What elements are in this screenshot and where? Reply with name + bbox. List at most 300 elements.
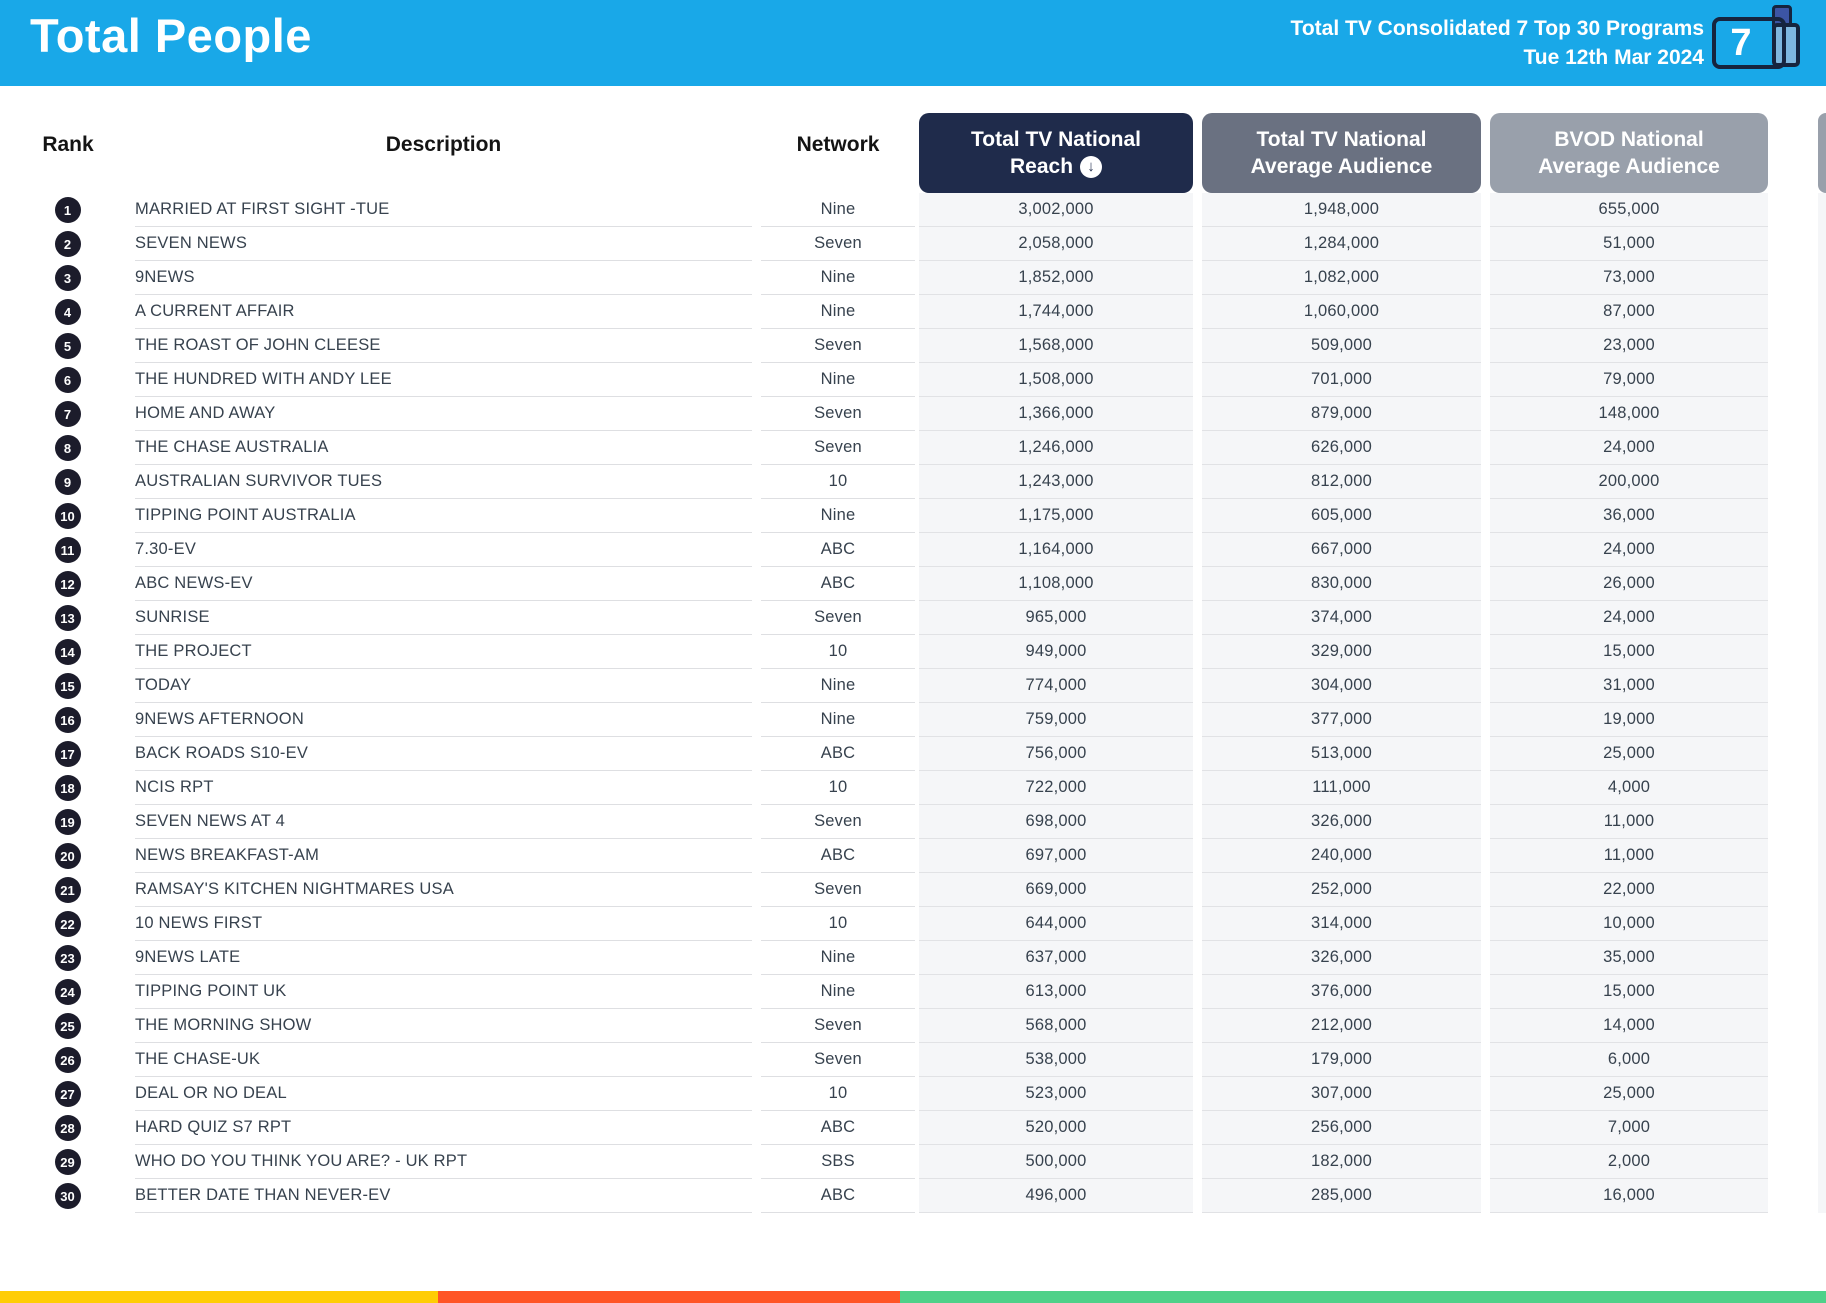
network-name: Seven xyxy=(814,608,862,626)
avg-audience-value: 256,000 xyxy=(1310,1118,1373,1136)
rank-badge: 26 xyxy=(55,1047,81,1073)
column-gap xyxy=(1481,941,1490,975)
rank-cell xyxy=(0,1077,135,1111)
rank-cell xyxy=(0,431,135,465)
column-gap xyxy=(1193,975,1202,1009)
reach-value: 1,243,000 xyxy=(1018,472,1094,490)
column-gap xyxy=(1193,567,1202,601)
bvod-audience-value: 10,000 xyxy=(1603,914,1655,932)
program-title: 9NEWS xyxy=(135,268,195,286)
avg-audience-value: 179,000 xyxy=(1310,1050,1373,1068)
green-segment xyxy=(900,1291,1826,1303)
column-gap xyxy=(1481,1111,1490,1145)
reach-value: 496,000 xyxy=(1025,1186,1087,1204)
report-date: Tue 12th Mar 2024 xyxy=(1523,46,1704,69)
avg-audience-value: 182,000 xyxy=(1310,1152,1373,1170)
column-gap xyxy=(1481,465,1490,499)
column-gap xyxy=(1193,737,1202,771)
network-name: Nine xyxy=(820,200,856,218)
column-header-total-tv-avg-audience[interactable] xyxy=(1202,113,1481,193)
avg-audience-cell xyxy=(1202,567,1481,601)
reach-cell xyxy=(919,941,1193,975)
rank-cell xyxy=(0,533,135,567)
bvod-audience-cell xyxy=(1490,703,1768,737)
column-gap xyxy=(1481,431,1490,465)
bvod-audience-cell xyxy=(1490,805,1768,839)
table-row xyxy=(0,363,1826,397)
network-name: Seven xyxy=(814,1050,862,1068)
column-gap xyxy=(752,1043,761,1077)
network-cell xyxy=(761,1077,915,1111)
table-row xyxy=(0,567,1826,601)
bvod-audience-cell xyxy=(1490,635,1768,669)
bvod-audience-cell xyxy=(1490,465,1768,499)
bvod-audience-value: 51,000 xyxy=(1603,234,1655,252)
column-gap xyxy=(752,839,761,873)
network-cell xyxy=(761,805,915,839)
column-gap xyxy=(1193,805,1202,839)
bvod-audience-cell xyxy=(1490,907,1768,941)
network-cell xyxy=(761,363,915,397)
rank-cell xyxy=(0,1179,135,1213)
column-gap xyxy=(1481,227,1490,261)
reach-cell xyxy=(919,1179,1193,1213)
avg-audience-cell xyxy=(1202,635,1481,669)
description-cell xyxy=(135,941,752,975)
bvod-audience-cell xyxy=(1490,397,1768,431)
avg-audience-value: 1,948,000 xyxy=(1303,200,1380,218)
reach-cell xyxy=(919,1111,1193,1145)
reach-cell xyxy=(919,1145,1193,1179)
rank-badge: 28 xyxy=(55,1115,81,1141)
network-name: Seven xyxy=(814,438,862,456)
column-gap xyxy=(752,363,761,397)
program-title: NCIS RPT xyxy=(135,778,214,796)
bvod-audience-value: 200,000 xyxy=(1598,472,1660,490)
column-gap xyxy=(1481,873,1490,907)
column-gap xyxy=(1481,805,1490,839)
column-gap xyxy=(1481,1043,1490,1077)
avg-audience-cell xyxy=(1202,1111,1481,1145)
column-gap xyxy=(752,465,761,499)
bvod-audience-cell xyxy=(1490,567,1768,601)
bvod-audience-value: 26,000 xyxy=(1603,574,1655,592)
bvod-audience-cell xyxy=(1490,329,1768,363)
column-gap xyxy=(1193,329,1202,363)
metric-header-line1: Total TV National xyxy=(971,128,1141,151)
reach-value: 1,852,000 xyxy=(1018,268,1094,286)
rank-cell xyxy=(0,975,135,1009)
table-row xyxy=(0,465,1826,499)
avg-audience-value: 1,060,000 xyxy=(1303,302,1380,320)
network-name: 10 xyxy=(828,1084,848,1102)
avg-audience-value: 626,000 xyxy=(1310,438,1373,456)
table-row xyxy=(0,975,1826,1009)
avg-audience-cell xyxy=(1202,431,1481,465)
avg-audience-cell xyxy=(1202,1179,1481,1213)
column-gap xyxy=(752,1145,761,1179)
column-gap xyxy=(1193,1009,1202,1043)
program-title: DEAL OR NO DEAL xyxy=(135,1084,287,1102)
bvod-audience-cell xyxy=(1490,873,1768,907)
rank-cell xyxy=(0,907,135,941)
avg-audience-value: 513,000 xyxy=(1310,744,1373,762)
table-row xyxy=(0,1077,1826,1111)
programs-table xyxy=(0,193,1826,1213)
rank-cell xyxy=(0,703,135,737)
avg-audience-cell xyxy=(1202,669,1481,703)
rank-cell xyxy=(0,805,135,839)
rank-cell xyxy=(0,771,135,805)
bvod-audience-value: 19,000 xyxy=(1603,710,1655,728)
column-gap xyxy=(1193,941,1202,975)
avg-audience-cell xyxy=(1202,295,1481,329)
network-cell xyxy=(761,431,915,465)
rank-cell xyxy=(0,261,135,295)
network-cell xyxy=(761,839,915,873)
bvod-audience-cell xyxy=(1490,1179,1768,1213)
column-gap xyxy=(752,737,761,771)
table-row xyxy=(0,431,1826,465)
table-row xyxy=(0,873,1826,907)
column-gap xyxy=(1193,635,1202,669)
table-row xyxy=(0,839,1826,873)
description-cell xyxy=(135,227,752,261)
bvod-audience-cell xyxy=(1490,431,1768,465)
program-title: HOME AND AWAY xyxy=(135,404,276,422)
column-gap xyxy=(1481,499,1490,533)
column-gap xyxy=(752,499,761,533)
reach-value: 1,175,000 xyxy=(1018,506,1094,524)
bvod-audience-value: 4,000 xyxy=(1607,778,1651,796)
network-name: ABC xyxy=(820,540,856,558)
network-cell xyxy=(761,1111,915,1145)
metric-header-line1: Total TV National xyxy=(1256,128,1427,151)
avg-audience-cell xyxy=(1202,601,1481,635)
program-title: TODAY xyxy=(135,676,192,694)
rank-badge: 12 xyxy=(55,571,81,597)
bvod-audience-cell xyxy=(1490,839,1768,873)
network-cell xyxy=(761,771,915,805)
column-gap xyxy=(1193,431,1202,465)
column-header-bvod-avg-audience[interactable] xyxy=(1490,113,1768,193)
reach-value: 1,164,000 xyxy=(1018,540,1094,558)
table-row xyxy=(0,295,1826,329)
column-gap xyxy=(1481,737,1490,771)
avg-audience-value: 111,000 xyxy=(1312,778,1371,796)
yellow-segment xyxy=(0,1291,438,1303)
metric-header-line1: BVOD National xyxy=(1554,128,1704,151)
description-cell xyxy=(135,1077,752,1111)
program-title: THE MORNING SHOW xyxy=(135,1016,312,1034)
avg-audience-value: 376,000 xyxy=(1310,982,1373,1000)
avg-audience-cell xyxy=(1202,499,1481,533)
column-gap xyxy=(752,975,761,1009)
column-gap xyxy=(752,669,761,703)
bvod-audience-cell xyxy=(1490,499,1768,533)
column-gap xyxy=(1193,499,1202,533)
rank-badge: 10 xyxy=(55,503,81,529)
rank-badge: 30 xyxy=(55,1183,81,1209)
bvod-audience-cell xyxy=(1490,975,1768,1009)
description-cell xyxy=(135,601,752,635)
column-gap xyxy=(1481,635,1490,669)
column-gap xyxy=(1481,1077,1490,1111)
description-cell xyxy=(135,737,752,771)
program-title: TIPPING POINT AUSTRALIA xyxy=(135,506,356,524)
column-gap xyxy=(752,431,761,465)
description-cell xyxy=(135,1111,752,1145)
avg-audience-cell xyxy=(1202,941,1481,975)
network-name: ABC xyxy=(820,574,856,592)
reach-cell xyxy=(919,499,1193,533)
reach-cell xyxy=(919,431,1193,465)
column-gap xyxy=(1193,1145,1202,1179)
metric-header-line2: Average Audience xyxy=(1538,155,1720,178)
table-row xyxy=(0,193,1826,227)
avg-audience-value: 285,000 xyxy=(1310,1186,1373,1204)
rank-badge: 18 xyxy=(55,775,81,801)
rank-badge: 17 xyxy=(55,741,81,767)
table-row xyxy=(0,703,1826,737)
table-row xyxy=(0,805,1826,839)
reach-cell xyxy=(919,465,1193,499)
avg-audience-value: 240,000 xyxy=(1310,846,1373,864)
description-cell xyxy=(135,363,752,397)
rank-cell xyxy=(0,601,135,635)
avg-audience-cell xyxy=(1202,193,1481,227)
column-gap xyxy=(1481,703,1490,737)
network-name: Nine xyxy=(820,676,856,694)
column-gap xyxy=(752,635,761,669)
network-cell xyxy=(761,193,915,227)
network-cell xyxy=(761,261,915,295)
avg-audience-value: 374,000 xyxy=(1310,608,1373,626)
column-gap xyxy=(1481,295,1490,329)
rank-badge: 13 xyxy=(55,605,81,631)
table-row xyxy=(0,907,1826,941)
rank-badge: 19 xyxy=(55,809,81,835)
bvod-audience-value: 15,000 xyxy=(1603,642,1655,660)
network-name: 10 xyxy=(828,778,848,796)
program-title: 9NEWS LATE xyxy=(135,948,241,966)
reach-value: 538,000 xyxy=(1025,1050,1087,1068)
reach-cell xyxy=(919,703,1193,737)
bvod-audience-value: 25,000 xyxy=(1603,1084,1655,1102)
network-name: Nine xyxy=(820,948,856,966)
bvod-audience-value: 6,000 xyxy=(1607,1050,1651,1068)
rank-badge: 3 xyxy=(55,265,81,291)
rank-badge: 14 xyxy=(55,639,81,665)
table-row xyxy=(0,261,1826,295)
network-name: Seven xyxy=(814,1016,862,1034)
avg-audience-cell xyxy=(1202,261,1481,295)
avg-audience-cell xyxy=(1202,533,1481,567)
table-row xyxy=(0,397,1826,431)
network-name: 10 xyxy=(828,642,848,660)
avg-audience-cell xyxy=(1202,1077,1481,1111)
program-title: WHO DO YOU THINK YOU ARE? - UK RPT xyxy=(135,1152,468,1170)
rank-badge: 4 xyxy=(55,299,81,325)
network-name: Seven xyxy=(814,234,862,252)
table-row xyxy=(0,635,1826,669)
column-gap xyxy=(1481,669,1490,703)
avg-audience-cell xyxy=(1202,227,1481,261)
avg-audience-value: 314,000 xyxy=(1310,914,1373,932)
avg-audience-cell xyxy=(1202,975,1481,1009)
bvod-audience-value: 24,000 xyxy=(1603,608,1655,626)
avg-audience-cell xyxy=(1202,907,1481,941)
description-cell xyxy=(135,907,752,941)
avg-audience-value: 509,000 xyxy=(1310,336,1373,354)
network-cell xyxy=(761,295,915,329)
network-cell xyxy=(761,1145,915,1179)
table-row xyxy=(0,329,1826,363)
program-title: NEWS BREAKFAST-AM xyxy=(135,846,320,864)
description-cell xyxy=(135,465,752,499)
program-title: THE ROAST OF JOHN CLEESE xyxy=(135,336,381,354)
reach-value: 722,000 xyxy=(1025,778,1087,796)
reach-value: 637,000 xyxy=(1025,948,1087,966)
network-name: 10 xyxy=(828,914,848,932)
description-cell xyxy=(135,1179,752,1213)
reach-cell xyxy=(919,635,1193,669)
description-cell xyxy=(135,295,752,329)
avg-audience-cell xyxy=(1202,1009,1481,1043)
reach-value: 949,000 xyxy=(1025,642,1087,660)
bvod-audience-cell xyxy=(1490,601,1768,635)
column-gap xyxy=(1481,397,1490,431)
rank-badge: 15 xyxy=(55,673,81,699)
metric-header-line2 xyxy=(1010,153,1102,180)
network-name: SBS xyxy=(821,1152,855,1170)
column-gap xyxy=(752,227,761,261)
reach-cell xyxy=(919,533,1193,567)
avg-audience-cell xyxy=(1202,805,1481,839)
description-cell xyxy=(135,635,752,669)
bvod-audience-cell xyxy=(1490,737,1768,771)
network-cell xyxy=(761,737,915,771)
column-gap xyxy=(1193,1077,1202,1111)
network-name: ABC xyxy=(820,846,856,864)
reach-cell xyxy=(919,397,1193,431)
rank-cell xyxy=(0,737,135,771)
bvod-audience-cell xyxy=(1490,1009,1768,1043)
avg-audience-cell xyxy=(1202,465,1481,499)
rank-cell xyxy=(0,567,135,601)
description-cell xyxy=(135,1009,752,1043)
program-title: AUSTRALIAN SURVIVOR TUES xyxy=(135,472,383,490)
column-header-total-tv-reach[interactable] xyxy=(919,113,1193,193)
reach-cell xyxy=(919,737,1193,771)
avg-audience-value: 326,000 xyxy=(1310,812,1373,830)
column-gap xyxy=(1193,465,1202,499)
reach-value: 523,000 xyxy=(1025,1084,1087,1102)
rank-cell xyxy=(0,1043,135,1077)
table-row xyxy=(0,1009,1826,1043)
rank-cell xyxy=(0,635,135,669)
network-name: Seven xyxy=(814,880,862,898)
rank-cell xyxy=(0,1009,135,1043)
network-cell xyxy=(761,669,915,703)
program-title: SEVEN NEWS xyxy=(135,234,248,252)
avg-audience-cell xyxy=(1202,397,1481,431)
description-cell xyxy=(135,193,752,227)
column-gap xyxy=(752,907,761,941)
bvod-audience-value: 16,000 xyxy=(1603,1186,1655,1204)
program-title: SEVEN NEWS AT 4 xyxy=(135,812,286,830)
table-row xyxy=(0,499,1826,533)
rank-badge: 11 xyxy=(55,537,81,563)
rank-cell xyxy=(0,873,135,907)
column-gap xyxy=(752,771,761,805)
reach-cell xyxy=(919,193,1193,227)
description-cell xyxy=(135,703,752,737)
bvod-audience-cell xyxy=(1490,1111,1768,1145)
program-title: ABC NEWS-EV xyxy=(135,574,253,592)
reach-cell xyxy=(919,295,1193,329)
reach-value: 669,000 xyxy=(1025,880,1087,898)
avg-audience-value: 252,000 xyxy=(1310,880,1373,898)
bvod-audience-value: 35,000 xyxy=(1603,948,1655,966)
column-gap xyxy=(1193,601,1202,635)
avg-audience-cell xyxy=(1202,1043,1481,1077)
rank-badge: 2 xyxy=(55,231,81,257)
column-gap xyxy=(1481,363,1490,397)
table-row xyxy=(0,227,1826,261)
network-name: Nine xyxy=(820,506,856,524)
network-name: ABC xyxy=(820,744,856,762)
table-row xyxy=(0,1111,1826,1145)
column-gap xyxy=(752,295,761,329)
reach-value: 1,246,000 xyxy=(1018,438,1094,456)
column-gap xyxy=(1481,601,1490,635)
description-cell xyxy=(135,567,752,601)
column-gap xyxy=(752,533,761,567)
network-cell xyxy=(761,567,915,601)
description-cell xyxy=(135,873,752,907)
bvod-audience-cell xyxy=(1490,1043,1768,1077)
report-subtitle-line1: Total TV Consolidated 7 Top 30 Programs xyxy=(1290,17,1704,40)
rank-badge: 29 xyxy=(55,1149,81,1175)
bvod-audience-value: 23,000 xyxy=(1603,336,1655,354)
sort-descending-icon[interactable]: ↓ xyxy=(1080,156,1102,178)
column-gap xyxy=(1193,1179,1202,1213)
column-gap xyxy=(1193,261,1202,295)
bvod-audience-cell xyxy=(1490,295,1768,329)
avg-audience-cell xyxy=(1202,771,1481,805)
column-gap xyxy=(1193,533,1202,567)
page-title: Total People xyxy=(30,9,312,62)
column-gap xyxy=(752,1111,761,1145)
reach-value: 1,108,000 xyxy=(1018,574,1094,592)
bvod-audience-value: 15,000 xyxy=(1603,982,1655,1000)
reach-value: 500,000 xyxy=(1025,1152,1087,1170)
description-cell xyxy=(135,1145,752,1179)
reach-cell xyxy=(919,329,1193,363)
network-cell xyxy=(761,601,915,635)
column-gap xyxy=(752,567,761,601)
rank-badge: 21 xyxy=(55,877,81,903)
column-gap xyxy=(752,873,761,907)
table-row xyxy=(0,737,1826,771)
network-cell xyxy=(761,397,915,431)
column-gap xyxy=(1193,227,1202,261)
bvod-audience-cell xyxy=(1490,771,1768,805)
column-gap xyxy=(1481,1009,1490,1043)
column-gap xyxy=(752,941,761,975)
bvod-audience-value: 7,000 xyxy=(1607,1118,1651,1136)
